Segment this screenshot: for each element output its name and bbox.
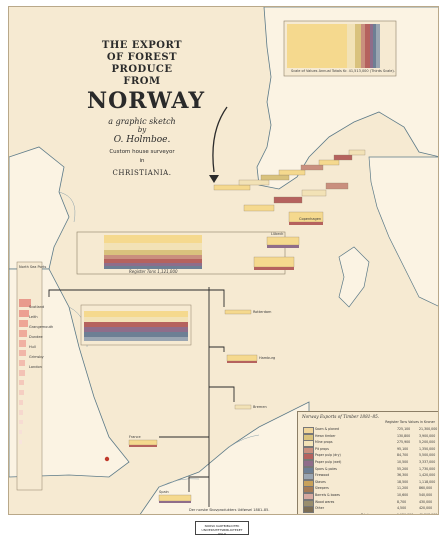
legend-row-pct: 3,900,000 — [419, 433, 436, 438]
subtitle: a graphic sketch — [108, 117, 176, 126]
library-stamp — [195, 521, 249, 535]
city: CHRISTIANIA. — [112, 169, 172, 177]
route-branch2 — [209, 387, 234, 402]
legend-row-value: 275,900 — [397, 440, 411, 445]
legend-row-name: Other — [315, 506, 325, 511]
legend-row-value: 130,800 — [397, 433, 411, 438]
legend-row-value: 55,200 — [397, 466, 409, 471]
legend-row-pct: 5,500,000 — [419, 453, 436, 458]
title-line2: OF FOREST PRODUCE — [106, 52, 178, 75]
legend-row-value: 84,700 — [397, 453, 409, 458]
port-france: France — [129, 435, 141, 439]
denmark-coast — [339, 247, 369, 307]
legend-row-value: 95,100 — [397, 446, 409, 451]
legend-row-pct: 540,000 — [419, 493, 433, 497]
legend-row-pct: 1,730,000 — [419, 466, 436, 471]
port-leith: Leith — [29, 315, 38, 319]
legend-row-value: 4,500 — [397, 506, 407, 511]
legend-total-pct: 41,513,000 — [419, 513, 438, 515]
in-label: in — [139, 158, 145, 164]
title-line1: THE EXPORT — [101, 40, 183, 51]
port-grimsby: Grimsby — [29, 355, 44, 359]
legend-row-value: 10,500 — [397, 460, 409, 464]
route-curve — [213, 107, 227, 172]
legend-row-pct: 1,420,000 — [419, 473, 436, 478]
port-spain: Spain — [159, 490, 169, 494]
port-hull: Hull — [29, 345, 36, 349]
sweden-coast — [369, 157, 439, 307]
route-west — [49, 290, 209, 297]
stamp-line3: OSLO — [217, 532, 227, 536]
scotland-coast — [9, 147, 69, 269]
legend-row-name: Paper pulp (dry) — [315, 453, 341, 458]
legend-row-name: Sleepers — [315, 486, 329, 491]
legend-row-name: Staves — [315, 479, 326, 484]
legend-row-pct: 860,000 — [419, 486, 433, 491]
scale-bars — [287, 24, 380, 68]
port-london: London — [29, 365, 42, 369]
register-tons-label: Register Tons 1,121,000 — [129, 269, 178, 274]
legend-header: Register Tons Values in Kroner — [385, 420, 435, 424]
legend-total-label: Totals — [361, 513, 371, 515]
port-grangemouth: Grangemouth — [29, 325, 54, 329]
port-scotland: Scotland — [29, 305, 45, 309]
legend-row-pct: 1,350,000 — [419, 446, 436, 451]
port-hamburg: Hamburg — [259, 356, 276, 360]
port-lubeck: Lübeck — [271, 232, 284, 236]
legend-row-value: 11,200 — [397, 486, 409, 491]
port-rotterdam: Rotterdam — [253, 310, 272, 314]
port-dundee: Dundee — [29, 335, 43, 339]
title-country: NORWAY — [87, 88, 206, 114]
map-frame — [8, 6, 439, 515]
legend-row-pct: 3,337,000 — [419, 460, 436, 464]
register-tons-bars — [77, 232, 285, 274]
legend-row-pct: 430,000 — [419, 499, 433, 504]
legend-total-row — [301, 512, 437, 515]
legend-row-value: 725,100 — [397, 427, 411, 431]
legend-row-value: 36,300 — [397, 473, 409, 478]
legend-row-value: 8,700 — [397, 499, 407, 504]
author: O. Holmboe. — [113, 135, 171, 145]
legend-row-name: Barrels & boxes — [315, 493, 340, 497]
legend-row-pct: 21,300,000 — [419, 427, 438, 431]
stamp-line1: NORSK KARTBIBLIOTEK — [204, 524, 240, 528]
pink-column — [17, 262, 45, 490]
legend-row-name: Firewood — [315, 473, 330, 478]
london-marker — [105, 457, 109, 461]
bottom-note: Der norske Skovprodukters Udførsel 1881–85. — [189, 508, 270, 512]
scale-note: Scale of Values Annual Totals Kr. 41,513,000 (Thirds Scale). — [291, 69, 395, 73]
legend-row-name: Sawn & planed — [315, 427, 339, 431]
stamp-line2: UNIVERSITETSBIBLIOTEKET — [201, 528, 243, 532]
legend-table — [297, 411, 439, 515]
legend-row-name: Hewn timber — [315, 433, 336, 438]
legend-row-value: 18,500 — [397, 479, 409, 484]
title-line3: FROM — [123, 76, 161, 87]
legend-row-name: Wood wares — [315, 499, 335, 504]
route-east — [209, 290, 224, 307]
legend-row-name: Pit props — [315, 446, 329, 451]
port-copenhagen: Copenhagen — [299, 217, 322, 221]
route-arrow — [209, 175, 219, 183]
north-sea-label: North Sea Ports — [19, 265, 47, 269]
legend-row-name: Spars & poles — [315, 466, 337, 471]
legend-row-pct: 5,200,000 — [419, 440, 436, 445]
legend-row-value: 10,600 — [397, 493, 409, 497]
legend-title: Norway Exports of Timber 1881–85. — [302, 414, 380, 419]
port-bremen: Bremen — [253, 405, 267, 409]
author-role: Custom house surveyor — [109, 149, 175, 155]
legend-total-value: 1,121,000 — [397, 513, 414, 515]
route-branch1 — [209, 347, 224, 352]
by-label: by — [137, 126, 147, 134]
legend-row-name: Paper pulp (wet) — [315, 460, 342, 464]
legend-row-name: Mine props — [315, 440, 333, 445]
uk-bars — [81, 305, 191, 345]
legend-row-pct: 420,000 — [419, 506, 433, 511]
legend-row-pct: 1,118,000 — [419, 479, 436, 484]
title-block — [87, 40, 197, 88]
